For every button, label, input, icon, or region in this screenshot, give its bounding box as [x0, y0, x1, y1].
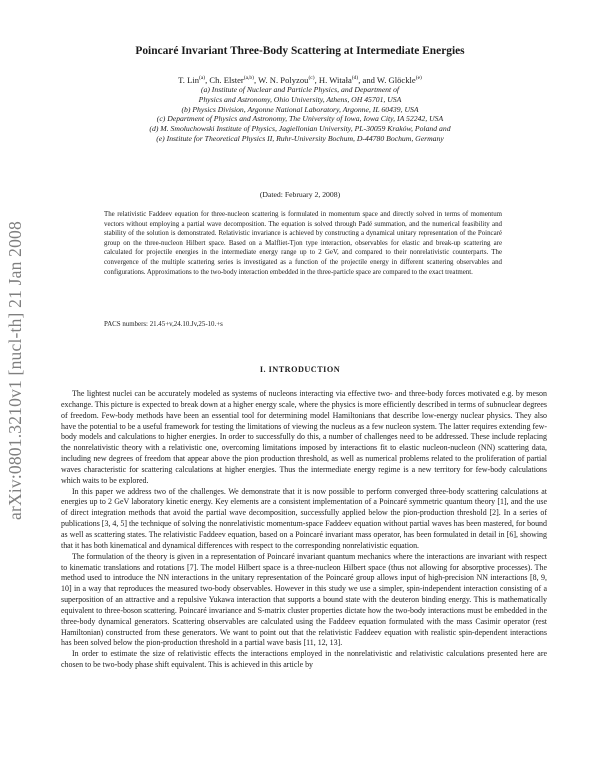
affiliation-line: Physics and Astronomy, Ohio University, Athens, OH 45701, USA [198, 94, 402, 104]
author-affiliation-mark: (a) [199, 75, 206, 81]
author-name: T. Lin [178, 75, 199, 85]
affiliation-line: (b) Physics Division, Argonne National Laboratory, Argonne, IL 60439, USA [181, 104, 419, 114]
paragraph: In order to estimate the size of relativistic effects the interactions employed in the nonrelativistic and relativistic calculations presented here are chosen to be two-body phase shift equivalent. This is achieved in this article by [61, 649, 547, 670]
section-heading: I. INTRODUCTION [259, 365, 341, 374]
affiliation-line: (a) Institute of Nuclear and Particle Physics, and Department of [200, 85, 400, 94]
affiliation-line: (c) Department of Physics and Astronomy, The University of Iowa, Iowa City, IA 52242, USA [156, 114, 444, 124]
author-separator: , [205, 75, 210, 85]
paper-title: Poincaré Invariant Three-Body Scattering at Intermediate Energies [135, 45, 465, 57]
affiliation-line: (d) M. Smoluchowski Institute of Physics, Jagiellonian University, PL-30059 Kraków, Poland and [149, 124, 451, 134]
author-separator: , [254, 75, 259, 85]
arxiv-identifier[interactable]: arXiv:0801.3210v1 [nucl-th] 21 Jan 2008 [5, 221, 25, 520]
author-affiliation-mark: (e) [415, 75, 422, 81]
paragraph: The formulation of the theory is given in a representation of Poincaré invariant quantum mechanics where the interactions are invariant with respect to kinematic translations and rotations [7]. The model Hilbert space is a three-nucleon Hilbert space (thus not allowing for absorptive processes). The method used to introduce the NN interactions in the unitary representation of the Poincaré group allows input of high-precision NN interactions [8, 9, 10] in a way that reproduces the measured two-body observables. However in this study we use a simpler, spin-independent interaction consisting of a superposition of an attractive and a repulsive Yukawa interaction that supports a bound state with the deuteron binding energy. This is mathematically equivalent to three-boson scattering. Poincaré invariance and S-matrix cluster properties dictate how the two-body interactions must be embedded in the three-body dynamical generators. Scattering observables are calculated using the Faddeev equation formulated with the mass Casimir operator (rest Hamiltonian) constructed from these generators. We want to point out that the relativistic Faddeev equation with realistic spin-dependent interactions has been solved below the pion-production threshold in a partial wave basis [11, 12, 13]. [61, 551, 547, 648]
author-name: Ch. Elster [209, 75, 244, 85]
author-separator: , and [358, 75, 377, 85]
paragraph: In this paper we address two of the challenges. We demonstrate that it is now possible to perform converged three-body scattering calculations at energies up to 2 GeV laboratory kinetic energy. Key elements are a consistent implementation of a Poincaré symmetric quantum theory [1], and the use of direct integration methods that avoid the partial wave decomposition, successfully applied below the pion-production threshold [2]. In a series of publications [3, 4, 5] the technique of solving the nonrelativistic momentum-space Faddeev equation without partial waves has been mastered, for bound as well as scattering states. The relativistic Faddeev equation, based on a Poincaré invariant mass operator, has been formulated in detail in [6], showing that it has both kinematical and dynamical differences with respect to the corresponding nonrelativistic equation. [61, 486, 547, 550]
author-affiliation-mark: (d) [351, 75, 359, 81]
author-separator: , [314, 75, 319, 85]
author-name: W. N. Polyzou [258, 75, 309, 85]
author-list [0, 72, 600, 86]
affiliation-line: (e) Institute for Theoretical Physics II, Ruhr-University Bochum, D-44780 Bochum, Germany [156, 133, 444, 143]
author-name: H. Witała [318, 75, 352, 85]
body-text [61, 389, 547, 671]
author-name: W. Glöckle [376, 75, 416, 85]
author-affiliation-mark: (a,b) [243, 75, 255, 81]
author-affiliation-mark: (c) [308, 75, 315, 81]
date-line: (Dated: February 2, 2008) [259, 190, 341, 199]
paragraph: The lightest nuclei can be accurately modeled as systems of nucleons interacting via effective two- and three-body forces motivated e.g. by meson exchange. This picture is expected to break down at a higher energy scale, where the physics is more efficiently described in terms of subnuclear degrees of freedom. Few-body methods have been an essential tool for determining model Hamiltonians that describe low-energy nuclear physics. They also have the potential to be a useful framework for testing the limitations of viewing the nucleus as a few nucleon system. The latter requires extending few-body models and calculations to higher energies. In order to successfully do this, a number of challenges need to be addressed. These include replacing the nonrelativistic theory with a relativistic one, overcoming limitations imposed by interactions fit to elastic nucleon-nucleon (NN) scattering data, including new degrees of freedom that appear above the pion production threshold, as well as numerical problems related to the proliferation of partial waves characteristic for scattering calculations at higher energies. Thus the intermediate energy regime is a new territory for few-body calculations which waits to be explored. [61, 389, 547, 485]
pacs-numbers: PACS numbers: 21.45+v,24.10.Jv,25-10.+s [104, 321, 223, 328]
affiliation-list [0, 85, 600, 144]
abstract: The relativistic Faddeev equation for three-nucleon scattering is formulated in momentum space and directly solved in terms of momentum vectors without employing a partial wave decomposition. The equation is solved through Padé summation, and the numerical feasibility and stability of the solution is demonstrated. Relativistic invariance is achieved by constructing a dynamical unitary representation of the Poincaré group on the three-nucleon Hilbert space. Based on a Malfliet-Tjon type interaction, observables for elastic and break-up scattering are calculated for projectile energies in the intermediate energy range up to 2 GeV, and compared to their nonrelativistic counterparts. The convergence of the multiple scattering series is investigated as a function of the projectile energy in different scattering observables and configurations. Approximations to the two-body interaction embedded in the three-particle space are compared to the exact treatment. [104, 211, 502, 276]
